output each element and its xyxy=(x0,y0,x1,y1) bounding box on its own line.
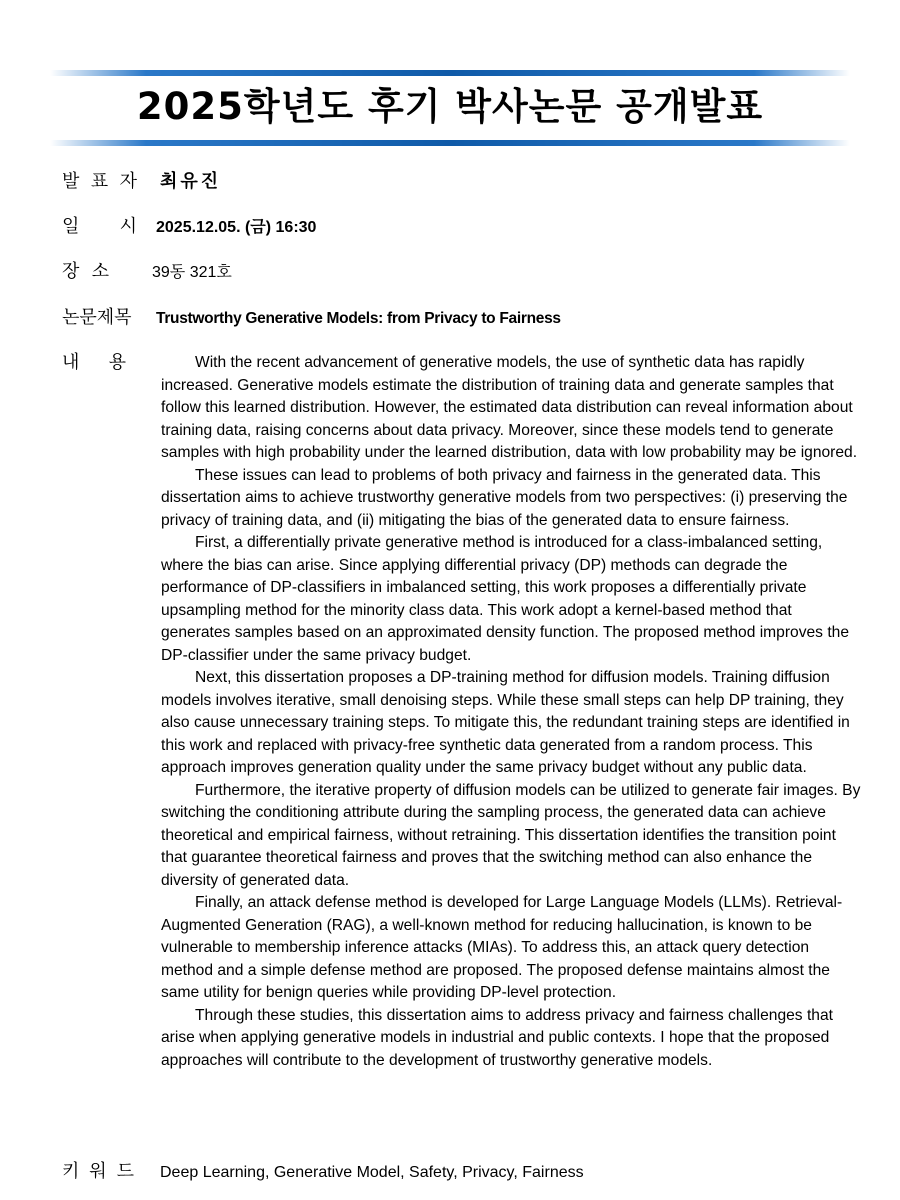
datetime-label xyxy=(62,215,137,239)
content-label-char: 내 xyxy=(62,352,80,373)
location-label-char: 소 xyxy=(91,261,109,282)
abstract-paragraph: First, a differentially private generative method is introduced for a class-imbalanced setting, where the bias can arise. Since applying differential privacy (DP) methods can degrade the performance of DP-classifiers in imbalanced setting, this work proposes a differentially private upsampling method for the minority class data. This work adopt a kernel-based method that generates samples based on an approximated density function. The proposed method improves the DP-classifier under the same privacy budget. xyxy=(161,534,849,664)
abstract-paragraph: Finally, an attack defense method is developed for Large Language Models (LLMs). Retrieval-Augmented Generation (RAG), a well-known method for reducing hallucination, is known to be vulnerable to membership inference attacks (MIAs). To address this, an attack query detection method and a simple defense method are proposed. The proposed defense maintains almost the same utility for benign queries while providing DP-level protection. xyxy=(161,894,843,1001)
keywords-label-char: 드 xyxy=(116,1161,134,1182)
content-label-char: 용 xyxy=(108,352,126,373)
abstract-body xyxy=(161,352,865,1072)
location-value: 39동 321호 xyxy=(152,264,232,281)
top-blue-rule xyxy=(50,70,850,76)
content-label xyxy=(62,351,126,375)
presenter-label-char: 발 xyxy=(62,171,80,192)
page-title: 2025학년도 후기 박사논문 공개발표 xyxy=(136,85,764,128)
presenter-label xyxy=(62,170,137,194)
location-label xyxy=(62,260,109,284)
presenter-name: 최유진 xyxy=(160,171,222,192)
thesis-title-value: Trustworthy Generative Models: from Privacy to Fairness xyxy=(156,310,561,327)
keywords-label-char: 워 xyxy=(89,1161,107,1182)
presenter-label-char: 자 xyxy=(119,171,137,192)
abstract-paragraph: These issues can lead to problems of both privacy and fairness in the generated data. This dissertation aims to achieve trustworthy generative models from two perspectives: (i) preserving the privacy of training data, and (ii) mitigating the bias of the generated data to ensure fairness. xyxy=(161,466,848,529)
keywords-label-char: 키 xyxy=(62,1161,80,1182)
datetime-value: 2025.12.05. (금) 16:30 xyxy=(156,219,317,236)
abstract-paragraph: Next, this dissertation proposes a DP-training method for diffusion models. Training diffusion models involves iterative, small denoising steps. While these small steps can help DP training, they also cause unnecessary training steps. To mitigate this, the redundant training steps are identified in this work and replaced with privacy-free synthetic data generated from a random process. This approach improves generation quality under the same privacy budget without any public data. xyxy=(161,669,850,776)
abstract-paragraph: Through these studies, this dissertation aims to address privacy and fairness challenges that arise when applying generative models in industrial and public contexts. I hope that the proposed approaches will contribute to the development of trustworthy generative models. xyxy=(161,1006,833,1069)
datetime-label-char: 일 xyxy=(62,216,80,237)
presenter-label-char: 표 xyxy=(90,171,109,192)
keywords-label xyxy=(62,1160,134,1184)
abstract-paragraph: Furthermore, the iterative property of diffusion models can be utilized to generate fair images. By switching the conditioning attribute during the sampling process, the generated data can achieve theoretical and empirical fairness, without retraining. This dissertation identifies the transition point that guarantee theoretical fairness and proves that the switching method can also enhance the diversity of generated data. xyxy=(161,781,861,889)
abstract-paragraph: With the recent advancement of generative models, the use of synthetic data has rapidly increased. Generative models estimate the distribution of training data and generate samples that follow this learned distribution. However, the estimated data distribution can reveal information about training data, raising concerns about data privacy. Moreover, since these models tend to generate samples with high probability under the learned distribution, data with low probability may be ignored. xyxy=(161,354,858,461)
bottom-blue-rule xyxy=(50,140,850,146)
location-label-char: 장 xyxy=(62,261,80,282)
thesis-title-label: 논문제목 xyxy=(62,307,132,328)
keywords-value: Deep Learning, Generative Model, Safety, Privacy, Fairness xyxy=(160,1164,584,1181)
datetime-label-char: 시 xyxy=(119,216,137,237)
